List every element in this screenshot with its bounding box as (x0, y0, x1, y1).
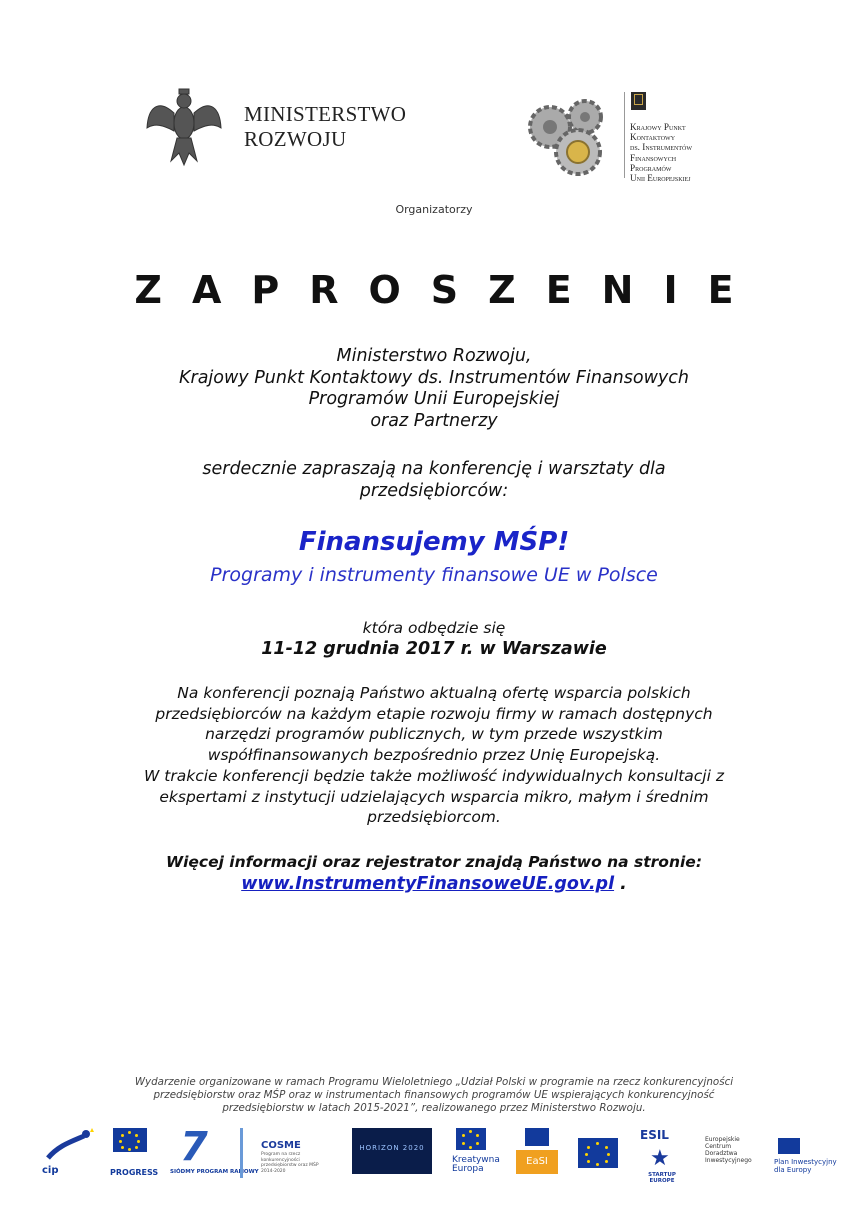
star-icon: ★ (650, 1146, 670, 1171)
easi-label: EaSI (516, 1150, 558, 1174)
polish-eagle-emblem (143, 83, 225, 169)
ecdi-logo (705, 1128, 760, 1178)
eu-flag-icon (456, 1128, 486, 1150)
invitation-title: ZAPROSZENIE (134, 268, 764, 312)
kpk-emblem-icon (631, 92, 646, 110)
footer-line: przedsiębiorstw oraz MŚP oraz w instrumentach finansowych programów UE wspierających konkurencyjność (153, 1089, 715, 1102)
invite-text (0, 459, 868, 502)
horizon-2020-logo (352, 1128, 432, 1174)
eu-flag-icon (113, 1128, 147, 1152)
cosme-caption: Program na rzecz konkurencyjności przedsiębiorstw oraz MŚP 2014-2020 (261, 1152, 319, 1174)
kpk-line: Unii Europejskiej (630, 173, 691, 184)
progress-label: PROGRESS (110, 1168, 159, 1177)
plan-inwestycyjny-logo (774, 1128, 844, 1178)
fp7-number: 7 (180, 1124, 208, 1170)
footer-line: Wydarzenie organizowane w ramach Programu Wieloletniego „Udział Polski w programie na rzecz konkurencyjności (134, 1076, 734, 1088)
description-line: Na konferencji poznają Państwo aktualną ofertę wsparcia polskich (177, 684, 691, 702)
website-link[interactable]: www.InstrumentyFinansoweUE.gov.pl (241, 874, 615, 894)
ecdi-label: Europejskie Centrum Doradztwa Inwestycyjnego (705, 1136, 752, 1164)
organizer-line: Ministerstwo Rozwoju, (336, 346, 532, 366)
kpk-line: Kontaktowy (630, 132, 676, 143)
cip-logo (40, 1128, 98, 1178)
organizers-label: Organizatorzy (395, 203, 473, 216)
description-line: W trakcie konferencji będzie także możliwość indywidualnych konsultacji z (144, 766, 724, 785)
eu-flag-icon (578, 1138, 618, 1168)
footer-line: przedsiębiorstw w latach 2015-2021”, realizowanego przez Ministerstwo Rozwoju. (222, 1102, 646, 1115)
esil-startup-logo (636, 1128, 694, 1188)
ministry-name (244, 102, 406, 152)
website-trailing: . (614, 874, 627, 894)
description-line: ekspertami z instytucji udzielających wsparcia mikro, małym i średnim (159, 787, 709, 806)
website-line (0, 874, 868, 894)
kpk-divider (624, 92, 625, 178)
event-date: 11-12 grudnia 2017 r. w Warszawie (261, 639, 607, 659)
description-line: współfinansowanych bezpośrednio przez Unię Europejską. (207, 746, 661, 765)
kpk-line: ds. Instrumentów (630, 142, 692, 153)
description-line: przedsiębiorcom. (367, 808, 501, 827)
invite-line: przedsiębiorców: (359, 480, 509, 501)
gears-logo-icon (520, 92, 620, 180)
kpk-line: Finansowych (630, 152, 677, 163)
cosme-label: COSME (261, 1140, 301, 1151)
kpk-name (630, 122, 692, 183)
kreatywna-label: Kreatywna Europa (452, 1155, 500, 1174)
horizon-label: HORIZON 2020 (359, 1144, 425, 1152)
more-info-text: Więcej informacji oraz rejestrator znajdą Państwo na stronie: (165, 853, 703, 871)
organizer-line: Programów Unii Europejskiej (308, 389, 560, 409)
conference-subtitle: Programy i instrumenty finansowe UE w Polsce (210, 564, 658, 586)
organizers-block (0, 346, 868, 432)
eu-flag-icon (778, 1138, 800, 1154)
kpk-line: Programów (630, 162, 672, 173)
description-line: przedsiębiorców na każdym etapie rozwoju firmy w ramach dostępnych (155, 704, 713, 723)
progress-logo (110, 1128, 159, 1178)
eu-flag-icon (525, 1128, 549, 1146)
cip-label: cip (42, 1165, 59, 1176)
footer-note (0, 1076, 868, 1116)
ministry-line-1: MINISTERSTWO (244, 102, 407, 126)
conference-title: Finansujemy MŚP! (298, 527, 570, 557)
easi-logo (516, 1128, 558, 1178)
organizer-line: Krajowy Punkt Kontaktowy ds. Instrumentów Finansowych (179, 367, 689, 388)
plan-label: Plan Inwestycyjny dla Europy (774, 1158, 837, 1174)
kreatywna-europa-logo (452, 1128, 500, 1178)
life-logo (578, 1128, 620, 1178)
event-description (0, 683, 868, 828)
fp7-logo (170, 1124, 259, 1178)
kpk-line: Krajowy Punkt (630, 122, 686, 132)
fp7-caption: SIÓDMY PROGRAM RAMOWY (170, 1169, 259, 1175)
organizer-line: oraz Partnerzy (370, 410, 498, 431)
description-line: narzędzi programów publicznych, w tym przede wszystkim (205, 725, 663, 744)
cosme-logo (240, 1128, 331, 1178)
esil-label: ESIL (640, 1128, 669, 1142)
event-intro: która odbędzie się (362, 619, 506, 637)
invite-line: serdecznie zapraszają na konferencję i warsztaty dla (202, 459, 666, 479)
ministry-line-2: ROZWOJU (244, 127, 347, 151)
startup-label: STARTUP EUROPE (648, 1172, 676, 1184)
